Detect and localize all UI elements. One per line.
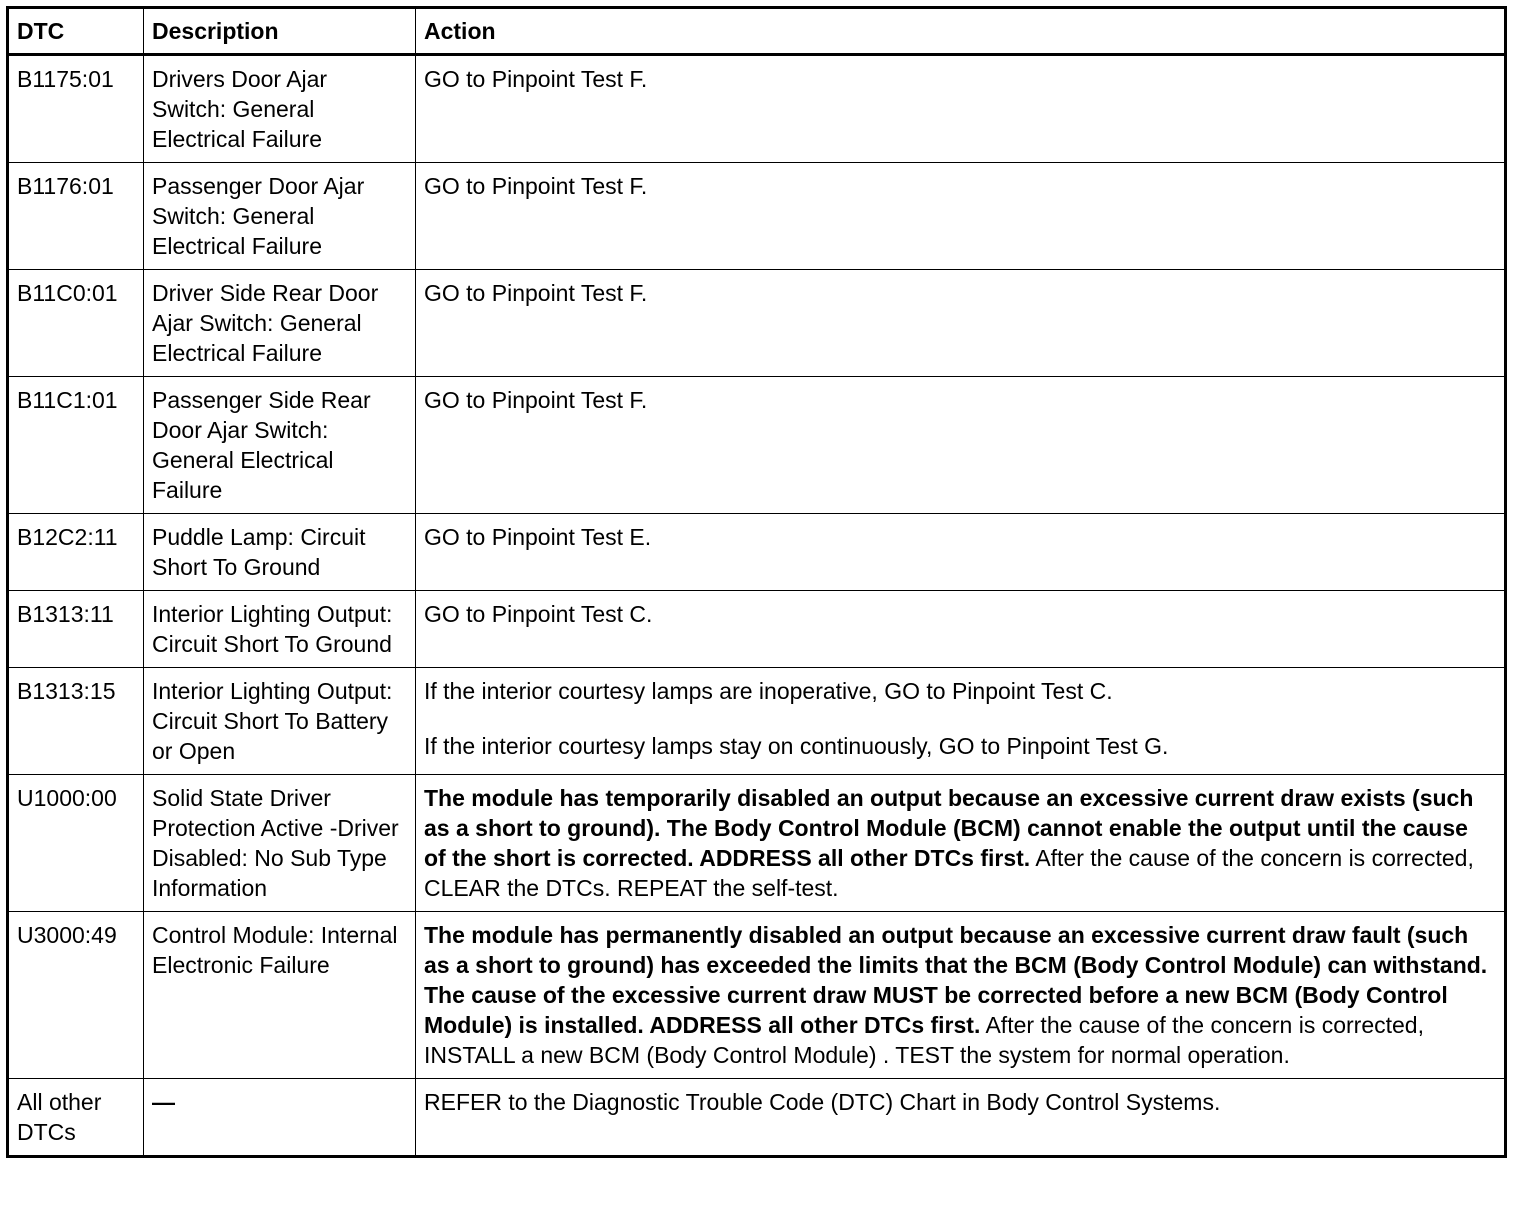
header-description: Description — [144, 8, 416, 55]
dtc-code: B1175:01 — [8, 55, 144, 163]
dtc-code: B1313:11 — [8, 591, 144, 668]
table-row — [8, 514, 1506, 591]
dtc-action: GO to Pinpoint Test F. — [416, 55, 1506, 163]
dtc-code: B1176:01 — [8, 163, 144, 270]
action-paragraph: If the interior courtesy lamps are inoperative, GO to Pinpoint Test C. — [424, 678, 1113, 704]
dtc-code: B11C1:01 — [8, 377, 144, 514]
table-row — [8, 163, 1506, 270]
table-row — [8, 775, 1506, 912]
dtc-code: All other DTCs — [8, 1079, 144, 1157]
action-normal-text: After the cause of the concern is corrected, INSTALL a new BCM (Body Control Module) . TEST the system for normal operation. — [424, 1012, 1424, 1068]
table-row — [8, 591, 1506, 668]
dtc-description: Drivers Door Ajar Switch: General Electrical Failure — [144, 55, 416, 163]
table-row — [8, 55, 1506, 163]
dtc-action: GO to Pinpoint Test C. — [416, 591, 1506, 668]
table-row — [8, 377, 1506, 514]
dtc-code: B1313:15 — [8, 668, 144, 775]
dtc-description: Interior Lighting Output: Circuit Short To Ground — [144, 591, 416, 668]
action-bold-text: The module has temporarily disabled an output because an excessive current draw exists (such as a short to ground). The Body Control Module (BCM) cannot enable the output until the cause of the short is corrected. ADDRESS all other DTCs first. — [424, 785, 1474, 871]
dtc-description: Passenger Door Ajar Switch: General Electrical Failure — [144, 163, 416, 270]
dtc-description: Puddle Lamp: Circuit Short To Ground — [144, 514, 416, 591]
dtc-table — [6, 6, 1507, 1158]
table-row — [8, 912, 1506, 1079]
table-row — [8, 1079, 1506, 1157]
table-header-row — [8, 8, 1506, 55]
header-dtc: DTC — [8, 8, 144, 55]
dtc-description: Control Module: Internal Electronic Failure — [144, 912, 416, 1079]
dtc-code: U3000:49 — [8, 912, 144, 1079]
dtc-action: GO to Pinpoint Test F. — [416, 377, 1506, 514]
dtc-description: Passenger Side Rear Door Ajar Switch: General Electrical Failure — [144, 377, 416, 514]
table-row — [8, 668, 1506, 775]
dtc-action: GO to Pinpoint Test F. — [416, 163, 1506, 270]
action-normal-text: After the cause of the concern is corrected, CLEAR the DTCs. REPEAT the self-test. — [424, 845, 1474, 901]
dtc-description: Solid State Driver Protection Active -Driver Disabled: No Sub Type Information — [144, 775, 416, 912]
dtc-action: GO to Pinpoint Test E. — [416, 514, 1506, 591]
dtc-code: B12C2:11 — [8, 514, 144, 591]
action-paragraph: If the interior courtesy lamps stay on continuously, GO to Pinpoint Test G. — [424, 733, 1169, 759]
action-bold-text: The module has permanently disabled an output because an excessive current draw fault (such as a short to ground) has exceeded the limits that the BCM (Body Control Module) can withstand. The cause of the excessive current draw MUST be corrected before a new BCM (Body Control Module) is installed. ADDRESS all other DTCs first. — [424, 922, 1488, 1038]
table-row — [8, 270, 1506, 377]
dtc-action: REFER to the Diagnostic Trouble Code (DTC) Chart in Body Control Systems. — [416, 1079, 1506, 1157]
dtc-description: Driver Side Rear Door Ajar Switch: General Electrical Failure — [144, 270, 416, 377]
dtc-code: U1000:00 — [8, 775, 144, 912]
dtc-action: GO to Pinpoint Test F. — [416, 270, 1506, 377]
dtc-description: — — [144, 1079, 416, 1157]
dtc-action — [416, 775, 1506, 912]
dtc-action — [416, 912, 1506, 1079]
dtc-description: Interior Lighting Output: Circuit Short To Battery or Open — [144, 668, 416, 775]
header-action: Action — [416, 8, 1506, 55]
dtc-code: B11C0:01 — [8, 270, 144, 377]
dtc-action — [416, 668, 1506, 775]
